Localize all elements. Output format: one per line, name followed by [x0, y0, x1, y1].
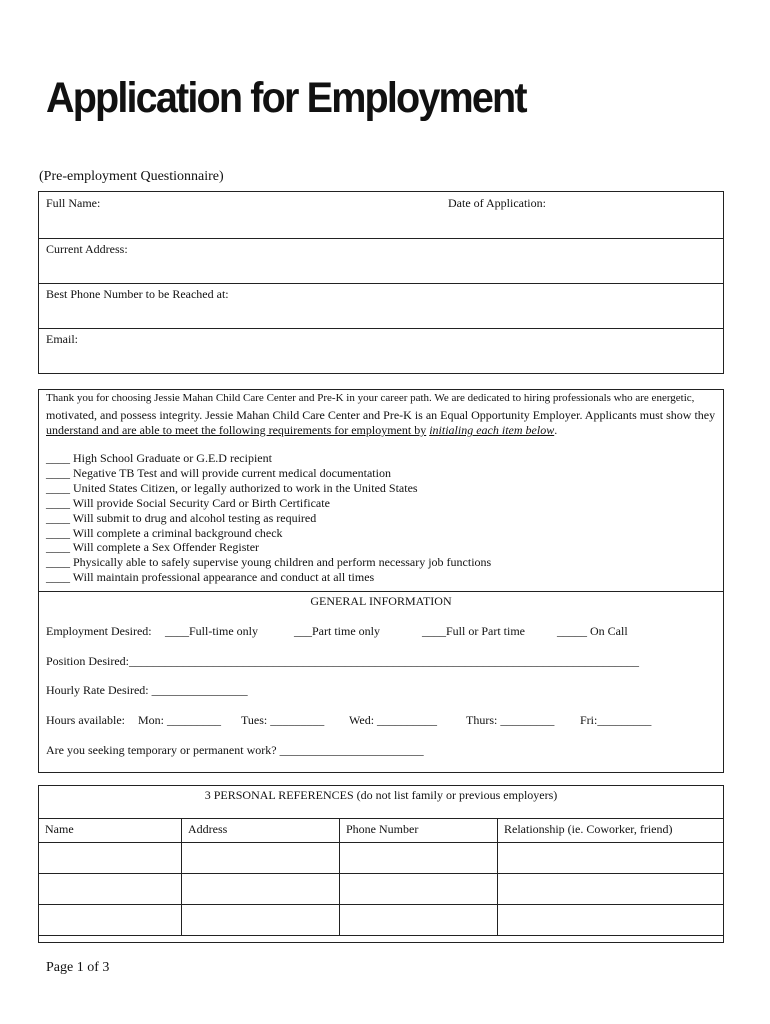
column-header-phone: Phone Number — [340, 819, 498, 843]
temp-perm-field[interactable]: Are you seeking temporary or permanent work? ________________________ — [46, 743, 424, 757]
table-cell[interactable] — [340, 843, 498, 874]
requirement-item[interactable]: ____ Negative TB Test and will provide current medical documentation — [46, 465, 391, 480]
column-header-name: Name — [39, 819, 182, 843]
requirement-item[interactable]: ____ Will submit to drug and alcohol testing as required — [46, 510, 317, 525]
hours-tues-field[interactable]: Tues: _________ — [241, 713, 325, 727]
requirements-list — [46, 451, 491, 585]
table-cell[interactable] — [340, 874, 498, 905]
requirement-item[interactable]: ____ Will provide Social Security Card or Birth Certificate — [46, 495, 330, 510]
email-field[interactable]: Email: — [46, 332, 78, 346]
intro-text-end: . — [554, 423, 558, 437]
references-table — [38, 818, 724, 936]
intro-text-line1: Thank you for choosing Jessie Mahan Child Care Center and Pre-K in your career path. We are dedicated to hiring professionals who are energetic, — [46, 392, 695, 404]
hours-thurs-field[interactable]: Thurs: _________ — [466, 713, 555, 727]
page-number: Page 1 of 3 — [46, 960, 110, 975]
table-row — [39, 874, 724, 905]
page-subtitle: (Pre-employment Questionnaire) — [39, 169, 224, 184]
requirement-item[interactable]: ____ United States Citizen, or legally authorized to work in the United States — [46, 480, 418, 495]
full-time-option[interactable]: ____Full-time only — [165, 624, 258, 638]
table-cell[interactable] — [498, 843, 724, 874]
contact-info-box — [38, 191, 724, 374]
table-cell[interactable] — [39, 905, 182, 936]
requirement-item[interactable]: ____ High School Graduate or G.E.D recipient — [46, 451, 272, 465]
intro-text-emphasis: initialing each item below — [429, 423, 555, 437]
requirement-item[interactable]: ____ Will complete a criminal background check — [46, 525, 283, 540]
requirement-item[interactable]: ____ Will maintain professional appearance and conduct at all times — [46, 570, 375, 585]
table-cell[interactable] — [498, 874, 724, 905]
current-address-field[interactable]: Current Address: — [46, 242, 128, 256]
intro-text-line3 — [46, 423, 557, 438]
table-cell[interactable] — [340, 905, 498, 936]
employment-desired-label: Employment Desired: — [46, 624, 152, 638]
table-row — [39, 905, 724, 936]
hours-wed-field[interactable]: Wed: __________ — [349, 713, 438, 727]
page-title: Application for Employment — [46, 74, 526, 122]
table-cell[interactable] — [498, 905, 724, 936]
row-divider — [39, 283, 723, 284]
intro-text-line2: motivated, and possess integrity. Jessie Mahan Child Care Center and Pre-K is an Equal Opportunity Employer. Applicants must show they — [46, 408, 716, 422]
table-cell[interactable] — [182, 874, 340, 905]
row-divider — [39, 238, 723, 239]
column-header-relationship: Relationship (ie. Coworker, friend) — [498, 819, 724, 843]
hours-available-label: Hours available: — [46, 713, 125, 727]
part-time-option[interactable]: ___Part time only — [294, 624, 380, 638]
table-cell[interactable] — [39, 874, 182, 905]
references-heading: 3 PERSONAL REFERENCES (do not list family or previous employers) — [204, 788, 558, 802]
best-phone-field[interactable]: Best Phone Number to be Reached at: — [46, 287, 229, 301]
date-of-application-field[interactable]: Date of Application: — [448, 196, 546, 210]
general-info-heading: GENERAL INFORMATION — [310, 594, 452, 608]
section-divider — [38, 591, 724, 592]
full-name-field[interactable]: Full Name: — [46, 196, 101, 210]
row-divider — [39, 328, 723, 329]
on-call-option[interactable]: _____ On Call — [557, 624, 628, 638]
column-header-address: Address — [182, 819, 340, 843]
table-cell[interactable] — [182, 843, 340, 874]
position-desired-field[interactable]: Position Desired:_____________________________________________________________________________________ — [46, 654, 639, 668]
hours-mon-field[interactable]: Mon: _________ — [138, 713, 222, 727]
hourly-rate-field[interactable]: Hourly Rate Desired: ________________ — [46, 683, 248, 697]
table-cell[interactable] — [39, 843, 182, 874]
hours-fri-field[interactable]: Fri:_________ — [580, 713, 652, 727]
full-or-part-option[interactable]: ____Full or Part time — [422, 624, 525, 638]
requirement-item[interactable]: ____ Will complete a Sex Offender Register — [46, 540, 260, 555]
requirement-item[interactable]: ____ Physically able to safely supervise young children and perform necessary job functions — [46, 555, 492, 570]
table-row — [39, 843, 724, 874]
table-cell[interactable] — [182, 905, 340, 936]
intro-text-main: understand and are able to meet the following requirements for employment by — [46, 423, 427, 437]
table-header-row — [39, 819, 724, 843]
